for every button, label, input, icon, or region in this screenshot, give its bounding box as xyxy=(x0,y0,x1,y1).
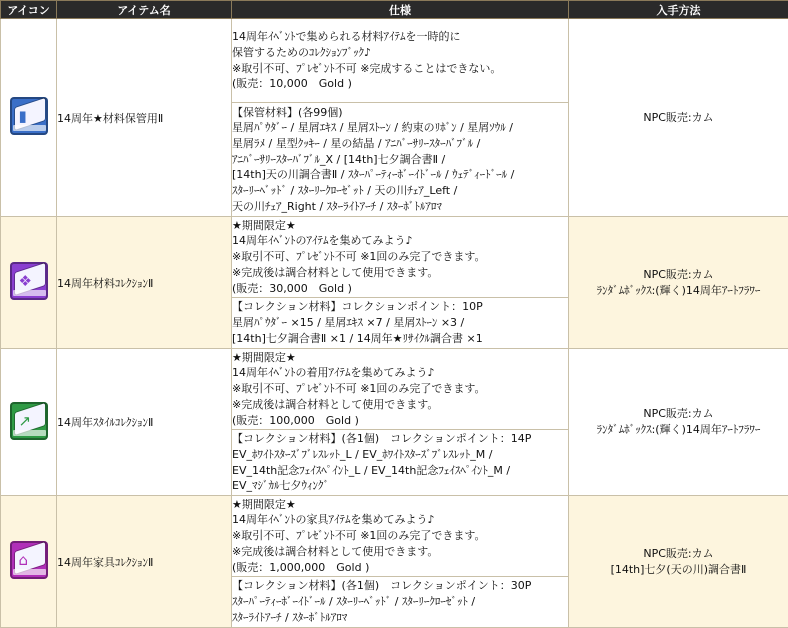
spec-line: 天の川ﾁｪｱ_Right / ｽﾀｰﾗｲﾄｱｰﾁ / ｽﾀｰﾎﾞﾄﾙｱﾛﾏ xyxy=(232,199,568,215)
spec-line: ※取引不可、ﾌﾟﾚｾﾞﾝﾄ不可 ※1回のみ完了できます。 xyxy=(232,381,568,397)
spec-materials xyxy=(232,430,569,496)
spec-line: 14周年ｲﾍﾞﾝﾄの家具ｱｲﾃﾑを集めてみよう♪ xyxy=(232,512,568,528)
spec-line: ｽﾀｰﾘｰﾍﾞｯﾄﾞ / ｽﾀｰﾘｰｸﾛｰｾﾞｯﾄ / 天の川ﾁｪｱ_Left / xyxy=(232,183,568,199)
source-line: NPC販売:カム xyxy=(569,546,788,562)
spec-line: ★期間限定★ xyxy=(232,350,568,366)
spec-description xyxy=(232,496,569,577)
item-name: 14周年家具ｺﾚｸｼｮﾝⅡ xyxy=(57,496,232,628)
purple-book-icon: ❖ xyxy=(10,262,48,300)
spec-line: ※取引不可、ﾌﾟﾚｾﾞﾝﾄ不可 ※1回のみ完了できます。 xyxy=(232,528,568,544)
icon-cell xyxy=(1,19,57,217)
spec-line: ｽﾀｰﾊﾟｰﾃｨｰﾎﾞｰｲﾄﾞｰﾙ / ｽﾀｰﾘｰﾍﾞｯﾄﾞ / ｽﾀｰﾘｰｸﾛｰｾﾞｯﾄ / xyxy=(232,594,568,610)
header-row xyxy=(1,1,788,19)
spec-line: 【コレクション材料】コレクションポイント：10P xyxy=(232,299,568,315)
source-line: [14th]七夕(天の川)調合書Ⅱ xyxy=(569,562,788,578)
spec-line: ｱﾆﾊﾞｰｻﾘｰｽﾀｰﾊﾞﾌﾞﾙ_X / [14th]七夕調合書Ⅱ / xyxy=(232,152,568,168)
spec-line: 14周年ｲﾍﾞﾝﾄで集められる材料ｱｲﾃﾑを一時的に xyxy=(232,29,568,45)
spec-line: ※完成後は調合材料として使用できます。 xyxy=(232,544,568,560)
header-source: 入手方法 xyxy=(569,1,788,19)
spec-line: 【コレクション材料】(各1個) コレクションポイント：30P xyxy=(232,578,568,594)
spec-line: 【コレクション材料】(各1個) コレクションポイント：14P xyxy=(232,431,568,447)
spec-line: ※完成後は調合材料として使用できます。 xyxy=(232,265,568,281)
spec-line: EV_14th記念ﾌｪｲｽﾍﾟｲﾝﾄ_L / EV_14th記念ﾌｪｲｽﾍﾟｲﾝﾄ_M / xyxy=(232,463,568,479)
spec-line: EV_ﾏｼﾞｶﾙ七夕ｳｨﾝｸﾞ xyxy=(232,478,568,494)
source-line: ﾗﾝﾀﾞﾑﾎﾞｯｸｽ:(輝く)14周年ｱｰﾄﾌﾗﾜｰ xyxy=(569,283,788,299)
source-line: NPC販売:カム xyxy=(569,110,788,126)
table-row xyxy=(1,349,788,430)
icon-cell xyxy=(1,217,57,349)
header-spec: 仕様 xyxy=(232,1,569,19)
spec-line: [14th]七夕調合書Ⅱ ×1 / 14周年★ﾘｻｲｸﾙ調合書 ×1 xyxy=(232,331,568,347)
magenta-book-icon: ⌂ xyxy=(10,541,48,579)
spec-line: [14th]天の川調合書Ⅱ / ｽﾀｰﾊﾟｰﾃｨｰﾎﾞｰｲﾄﾞｰﾙ / ｳｪﾃﾞｨｰﾄﾞｰﾙ / xyxy=(232,167,568,183)
source-line: NPC販売:カム xyxy=(569,267,788,283)
spec-line: (販売：30,000 Gold ) xyxy=(232,281,568,297)
spec-line: ※取引不可、ﾌﾟﾚｾﾞﾝﾄ不可 ※1回のみ完了できます。 xyxy=(232,249,568,265)
spec-line: (販売：1,000,000 Gold ) xyxy=(232,560,568,576)
spec-line: ※完成後は調合材料として使用できます。 xyxy=(232,397,568,413)
table-row xyxy=(1,496,788,577)
spec-materials xyxy=(232,103,569,217)
spec-line: 保管するためのｺﾚｸｼｮﾝﾌﾞｯｸ♪ xyxy=(232,45,568,61)
green-book-icon: ↗ xyxy=(10,402,48,440)
spec-line: 星屑ﾊﾟｳﾀﾞｰ ×15 / 星屑ｴｷｽ ×7 / 星屑ｽﾄｰﾝ ×3 / xyxy=(232,315,568,331)
acquisition-method xyxy=(569,19,788,217)
spec-line: 14周年ｲﾍﾞﾝﾄの着用ｱｲﾃﾑを集めてみよう♪ xyxy=(232,365,568,381)
spec-line: (販売：10,000 Gold ) xyxy=(232,76,568,92)
acquisition-method xyxy=(569,349,788,496)
item-name: 14周年ｽﾀｲﾙｺﾚｸｼｮﾝⅡ xyxy=(57,349,232,496)
header-icon: アイコン xyxy=(1,1,57,19)
blue-book-icon: ▮ xyxy=(10,97,48,135)
spec-materials xyxy=(232,577,569,628)
item-name: 14周年材料ｺﾚｸｼｮﾝⅡ xyxy=(57,217,232,349)
spec-line: ★期間限定★ xyxy=(232,497,568,513)
spec-description xyxy=(232,217,569,298)
spec-line: 14周年ｲﾍﾞﾝﾄのｱｲﾃﾑを集めてみよう♪ xyxy=(232,233,568,249)
spec-description xyxy=(232,349,569,430)
spec-line: ｽﾀｰﾗｲﾄｱｰﾁ / ｽﾀｰﾎﾞﾄﾙｱﾛﾏ xyxy=(232,610,568,626)
spec-line: 【保管材料】(各99個) xyxy=(232,105,568,121)
table-row xyxy=(1,19,788,103)
spec-line: 星屑ﾗﾒ / 星型ｸｯｷｰ / 星の結晶 / ｱﾆﾊﾞｰｻﾘｰｽﾀｰﾊﾞﾌﾞﾙ / xyxy=(232,136,568,152)
spec-line: ★期間限定★ xyxy=(232,218,568,234)
acquisition-method xyxy=(569,496,788,628)
header-name: アイテム名 xyxy=(57,1,232,19)
icon-cell xyxy=(1,349,57,496)
table-body xyxy=(1,19,788,628)
spec-description xyxy=(232,19,569,103)
source-line: ﾗﾝﾀﾞﾑﾎﾞｯｸｽ:(輝く)14周年ｱｰﾄﾌﾗﾜｰ xyxy=(569,422,788,438)
icon-cell xyxy=(1,496,57,628)
spec-line: EV_ﾎﾜｲﾄｽﾀｰｽﾞﾌﾞﾚｽﾚｯﾄ_L / EV_ﾎﾜｲﾄｽﾀｰｽﾞﾌﾞﾚｽﾚｯﾄ_M / xyxy=(232,447,568,463)
acquisition-method xyxy=(569,217,788,349)
spec-line: 星屑ﾊﾟｳﾀﾞｰ / 星屑ｴｷｽ / 星屑ｽﾄｰﾝ / 約束のﾘﾎﾞﾝ / 星屑ｿｳﾙ / xyxy=(232,120,568,136)
source-line: NPC販売:カム xyxy=(569,406,788,422)
spec-materials xyxy=(232,298,569,349)
spec-line: ※取引不可、ﾌﾟﾚｾﾞﾝﾄ不可 ※完成することはできない。 xyxy=(232,61,568,77)
item-name: 14周年★材料保管用Ⅱ xyxy=(57,19,232,217)
table-row xyxy=(1,217,788,298)
spec-line: (販売：100,000 Gold ) xyxy=(232,413,568,429)
